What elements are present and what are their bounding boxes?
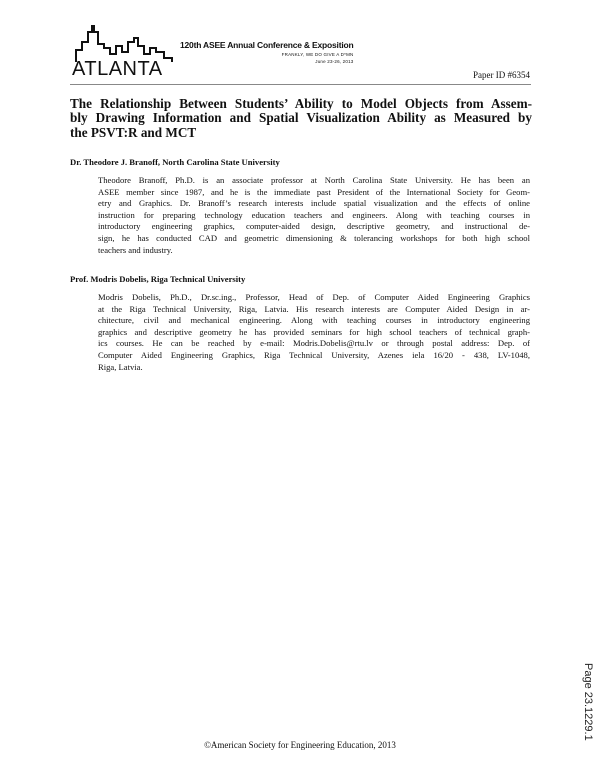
bio-line: ASEE member since 1987, and he is the immediate past President of the International Society for Geom- — [98, 186, 530, 197]
bio-line: introductory engineering graphics, computer-aided design, descriptive geometry, and instructional de- — [98, 221, 530, 232]
bio-line: chitecture, civil and mechanical engineering. Along with teaching courses in introductory engineering — [98, 315, 530, 326]
conference-name: 120th ASEE Annual Conference & Exposition — [180, 40, 354, 50]
bio-line: Theodore Branoff, Ph.D. is an associate professor at North Carolina State University. He has been an — [98, 175, 530, 185]
author-bio — [98, 175, 530, 256]
title-line: The Relationship Between Students’ Ability to Model Objects from Assem- — [70, 96, 532, 111]
paper-id: Paper ID #6354 — [473, 70, 530, 80]
bio-line: teachers and industry. — [98, 244, 173, 255]
logo-text: ATLANTA — [72, 58, 163, 80]
title-line: bly Drawing Information and Spatial Visualization Ability as Measured by — [70, 110, 532, 126]
copyright-footer: ©American Society for Engineering Education, 2013 — [204, 740, 396, 750]
bio-line: Computer Aided Engineering Graphics, Riga Technical University, Azenes iela 16/20 - 438, LV-1048, — [98, 349, 530, 360]
bio-line: etry and Graphics. Dr. Branoff’s research interests include spatial visualization and the effects of online — [98, 198, 530, 209]
page-number: Page 23.1229.1 — [582, 663, 594, 741]
bio-line: Modris Dobelis, Ph.D., Dr.sc.ing., Professor, Head of Dep. of Computer Aided Engineering Graphics — [98, 292, 530, 302]
author-heading: Dr. Theodore J. Branoff, North Carolina State University — [70, 157, 280, 167]
bio-line: ics courses. He can be reached by e-mail: Modris.Dobelis@rtu.lv or through postal address: Dep. of — [98, 338, 530, 349]
conference-tagline: FRANKLY, WE DO GIVE A D*MN — [281, 52, 354, 57]
bio-line: at the Riga Technical University, Riga, Latvia. His research interests are Computer Aided Design in ar- — [98, 303, 530, 314]
author-bio — [98, 292, 530, 373]
bio-line: graphics and descriptive geometry he has provided seminars for high school teachers of technical graph- — [98, 326, 530, 337]
conference-header — [180, 40, 353, 64]
conference-dates: June 23-26, 2013 — [315, 59, 354, 64]
bio-line: instruction for preparing technology education teachers and engineers. Along with teaching courses in — [98, 209, 530, 220]
bio-line: Riga, Latvia. — [98, 361, 143, 372]
title-line: the PSVT:R and MCT — [70, 124, 197, 140]
bio-line: sign, he has conducted CAD and geometric dimensioning & tolerancing workshops for both high school — [98, 232, 530, 243]
header-divider — [70, 84, 531, 85]
conference-logo — [72, 24, 182, 80]
author-heading: Prof. Modris Dobelis, Riga Technical University — [70, 274, 246, 284]
paper-title — [70, 97, 532, 140]
